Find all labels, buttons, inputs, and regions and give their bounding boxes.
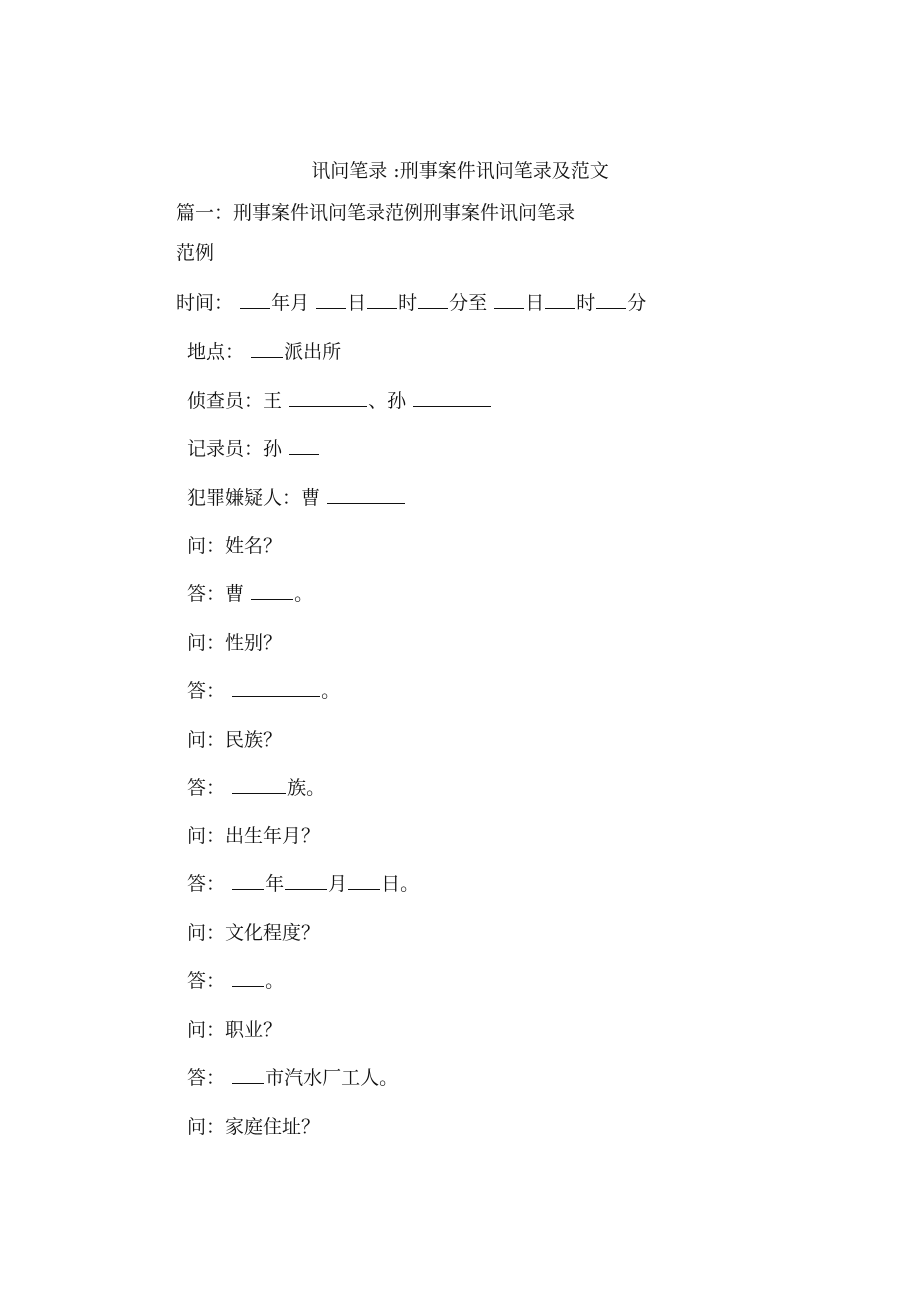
question-address: 问：家庭住址？	[187, 1116, 321, 1138]
answer-education	[187, 968, 284, 994]
document-title: 讯问笔录 :刑事案件讯问笔录及范文	[311, 160, 609, 182]
recorder-blank	[289, 437, 319, 455]
answer-birth-month: 月	[328, 873, 348, 895]
hour-blank	[367, 291, 397, 309]
question-name: 问：姓名？	[187, 535, 283, 557]
investigators-sep: 、孙	[368, 390, 407, 412]
question-gender: 问：性别？	[187, 632, 283, 654]
question-ethnic: 问：民族？	[187, 729, 283, 751]
day-blank	[316, 291, 346, 309]
time-minute-to: 分至	[449, 292, 488, 314]
place-line	[187, 339, 341, 365]
hour2-blank	[545, 291, 575, 309]
answer-gender-blank	[232, 679, 320, 697]
suspect-line	[187, 485, 406, 511]
year-blank	[240, 291, 270, 309]
answer-birth-prefix: 答：	[187, 873, 226, 895]
answer-education-blank	[232, 969, 264, 987]
answer-gender-suffix: 。	[321, 680, 341, 702]
answer-education-prefix: 答：	[187, 970, 226, 992]
minute2-blank	[596, 291, 626, 309]
question-job: 问：职业？	[187, 1019, 283, 1041]
investigator1-blank	[289, 389, 367, 407]
answer-job	[187, 1065, 398, 1091]
time-hour2: 时	[576, 292, 596, 314]
answer-ethnic-suffix: 族。	[287, 777, 326, 799]
suspect-blank	[327, 486, 405, 504]
place-blank	[251, 340, 283, 358]
time-minute2: 分	[627, 292, 647, 314]
recorder-label: 记录员：孙	[187, 438, 283, 460]
answer-birth-day: 日。	[381, 873, 420, 895]
answer-gender	[187, 678, 340, 704]
section-heading-continued: 范例	[176, 242, 215, 264]
time-month: 月	[290, 292, 310, 314]
answer-job-blank	[232, 1066, 264, 1084]
answer-name-suffix: 。	[294, 583, 314, 605]
answer-ethnic-blank	[232, 776, 286, 794]
answer-name-blank	[251, 582, 293, 600]
suspect-label: 犯罪嫌疑人：曹	[187, 487, 321, 509]
question-birth: 问：出生年月？	[187, 825, 321, 847]
birth-day-blank	[348, 872, 380, 890]
answer-birth	[187, 871, 419, 897]
investigators-line	[187, 388, 492, 414]
answer-name-prefix: 答：曹	[187, 583, 245, 605]
investigators-label: 侦查员：王	[187, 390, 283, 412]
answer-job-prefix: 答：	[187, 1067, 226, 1089]
day2-blank	[494, 291, 524, 309]
answer-birth-year: 年	[265, 873, 285, 895]
question-education: 问：文化程度？	[187, 922, 321, 944]
time-day: 日	[347, 292, 367, 314]
answer-education-suffix: 。	[265, 970, 285, 992]
answer-gender-prefix: 答：	[187, 680, 226, 702]
time-year: 年	[271, 292, 291, 314]
investigator2-blank	[413, 389, 491, 407]
answer-ethnic	[187, 775, 325, 801]
section-heading: 篇一：刑事案件讯问笔录范例刑事案件讯问笔录	[176, 202, 576, 224]
answer-ethnic-prefix: 答：	[187, 777, 226, 799]
minute-blank	[418, 291, 448, 309]
answer-name	[187, 581, 313, 607]
time-label: 时间：	[176, 292, 234, 314]
place-label: 地点：	[187, 341, 245, 363]
birth-year-blank	[232, 872, 264, 890]
recorder-line	[187, 436, 320, 462]
birth-month-blank	[285, 872, 327, 890]
time-hour: 时	[398, 292, 418, 314]
place-suffix: 派出所	[284, 341, 342, 363]
answer-job-suffix: 市汽水厂工人。	[265, 1067, 399, 1089]
time-line	[176, 290, 646, 316]
time-day2: 日	[525, 292, 545, 314]
